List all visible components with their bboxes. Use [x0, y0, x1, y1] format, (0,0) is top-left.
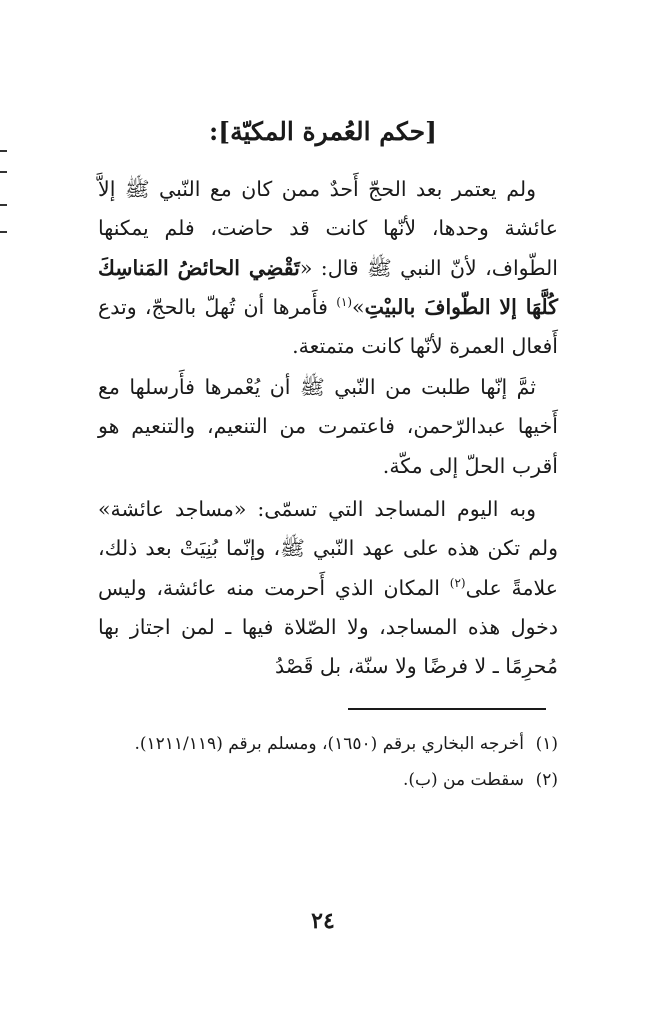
paragraph-2 — [98, 368, 558, 486]
paragraph-1 — [98, 170, 558, 366]
footnote-text: سقطت من (ب). — [402, 770, 524, 790]
footnote-number: (٢) — [535, 770, 558, 790]
section-heading: [حكم العُمرة المكيّة]: — [209, 117, 437, 146]
margin-mark — [0, 231, 7, 233]
paragraph-3 — [98, 490, 558, 686]
footnote-ref-2[interactable]: (٢) — [449, 575, 466, 590]
footnote-divider — [348, 708, 546, 710]
footnote-2 — [98, 764, 558, 796]
footnote-1 — [98, 728, 558, 760]
footnote-text: أخرجه البخاري برقم (١٦٥٠)، ومسلم برقم (١٢١١/١١٩). — [134, 734, 524, 754]
margin-mark — [0, 171, 7, 173]
paragraph-3-text-b: المكان الذي أَحرمت منه عائشة، وليس دخول هذه المساجد، ولا الصّلاة فيها ـ لمن اجتاز بها مُحرِمًا ـ لا فرضًا ولا سنّة، بل قَصْدُ — [98, 575, 558, 679]
paragraph-3-text-a: وبه اليوم المساجد التي تسمّى: «مساجد عائشة» ولم تكن هذه على عهد النّبي ﷺ، وإنّما بُنِيَتْ بعد ذلك، علامةً على — [98, 497, 558, 600]
paragraph-1-text-c: فأَمرها أن تُهلّ بالحجّ، وتدع أَفعال العمرة لأنّها كانت متمتعة. — [98, 294, 558, 359]
page-number: ٢٤ — [311, 908, 335, 934]
footnote-number: (١) — [535, 734, 558, 754]
footnotes — [98, 728, 558, 800]
paragraph-1-text-b: » — [352, 294, 365, 319]
margin-mark — [0, 204, 7, 206]
paragraph-1-text-a: ولم يعتمر بعد الحجّ أَحدٌ ممن كان مع النّبي ﷺ إلاَّ عائشة وحدها، لأنّها كانت قد حاضت، فلم يمكنها الطّواف، لأنّ النبي ﷺ قال: « — [98, 177, 558, 280]
footnote-ref-1[interactable]: (١) — [336, 295, 353, 310]
paragraph-2-text: ثمَّ إنّها طلبت من النّبي ﷺ أن يُعْمرها فأَرسلها مع أَخيها عبدالرّحمن، فاعتمرت من التنعيم، والتنعيم هو أقرب الحلّ إلى مكّة. — [98, 375, 558, 478]
hadith-quote: تَقْضِي الحائضُ المَناسِكَ كُلَّهَا إلا الطّوافَ بالبيْتِ — [98, 255, 558, 319]
margin-mark — [0, 150, 7, 152]
